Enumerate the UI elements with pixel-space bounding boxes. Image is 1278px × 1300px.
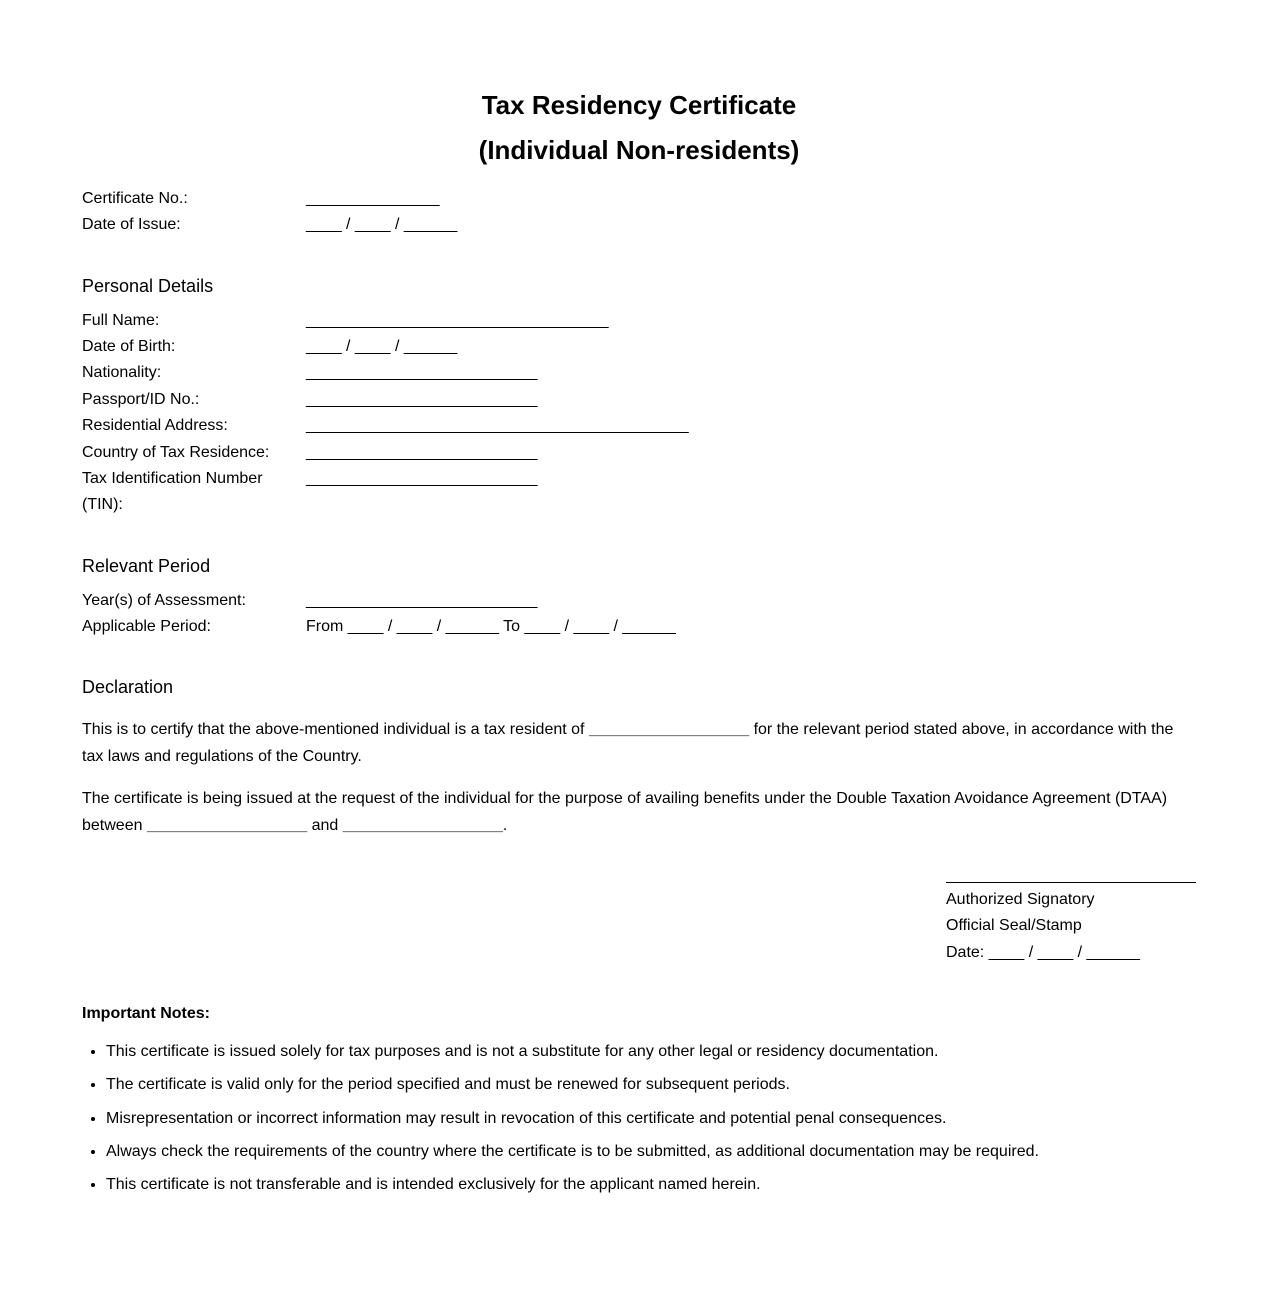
address-label: Residential Address: [82,417,228,434]
declaration-p1-text-a: This is to certify that the above-mentioned individual is a tax resident of [82,721,585,738]
declaration-p2-end: . [502,817,508,834]
tin-field[interactable]: __________________________ [306,470,538,487]
note-item: • The certificate is valid only for the period specified and must be renewed for subsequent periods. [106,1075,1039,1095]
note-item: • This certificate is issued solely for tax purposes and is not a substitute for any other legal or residency documentation. [106,1042,1039,1062]
signature-line[interactable] [946,882,1196,883]
tin-label: Tax Identification Number (TIN): [82,470,263,513]
full-name-field[interactable]: __________________________________ [306,312,609,329]
passport-field[interactable]: __________________________ [306,391,538,408]
date-of-issue-label: Date of Issue: [82,216,181,233]
note-item: • Always check the requirements of the country where the certificate is to be submitted, as additional documentation may be required. [106,1142,1039,1162]
applicable-period-field[interactable]: From ____ / ____ / ______ To ____ / ____ / ______ [306,618,676,635]
nationality-label: Nationality: [82,364,162,381]
date-of-issue-field[interactable]: ____ / ____ / ______ [306,216,458,233]
personal-details-heading: Personal Details [82,276,214,296]
tax-resident-country-field[interactable]: __________________ [588,721,750,738]
important-notes-list [82,1042,1039,1208]
applicable-period-label: Applicable Period: [82,618,211,635]
declaration-p1-text-b: for the relevant period stated above, in accordance with the tax laws and regulations of the Country. [82,721,1174,765]
country-tax-residence-label: Country of Tax Residence: [82,444,270,461]
dob-label: Date of Birth: [82,338,176,355]
years-of-assessment-field[interactable]: __________________________ [306,592,538,609]
authorized-signatory-label: Authorized Signatory [946,891,1095,908]
declaration-p2-and: and [311,817,339,834]
country-tax-residence-field[interactable]: __________________________ [306,444,538,461]
address-field[interactable]: ___________________________________________ [306,417,689,434]
declaration-paragraph-1 [82,716,1192,770]
certificate-no-field[interactable]: _______________ [306,190,440,207]
dob-field[interactable]: ____ / ____ / ______ [306,338,458,355]
years-of-assessment-label: Year(s) of Assessment: [82,592,246,609]
note-item: • This certificate is not transferable and is intended exclusively for the applicant named herein. [106,1175,1039,1195]
title-line-1: Tax Residency Certificate [481,90,797,120]
official-seal-label: Official Seal/Stamp [946,917,1082,934]
note-item: • Misrepresentation or incorrect information may result in revocation of this certificate and potential penal consequences. [106,1109,1039,1129]
nationality-field[interactable]: __________________________ [306,364,538,381]
passport-label: Passport/ID No.: [82,391,200,408]
certificate-no-label: Certificate No.: [82,190,188,207]
important-notes-title: Important Notes: [82,1005,210,1022]
dtaa-country-2-field[interactable]: __________________ [342,817,503,834]
signature-date-field[interactable]: Date: ____ / ____ / ______ [946,944,1140,961]
full-name-label: Full Name: [82,312,160,329]
declaration-heading: Declaration [82,677,174,697]
declaration-p2-text-a: The certificate is being issued at the request of the individual for the purpose of availing benefits under the Double Taxation Avoidance Agreement (DTAA) between [82,790,1168,834]
title-line-2: (Individual Non-residents) [478,135,800,165]
dtaa-country-1-field[interactable]: __________________ [146,817,308,834]
relevant-period-heading: Relevant Period [82,556,211,576]
declaration-paragraph-2 [82,785,1192,839]
